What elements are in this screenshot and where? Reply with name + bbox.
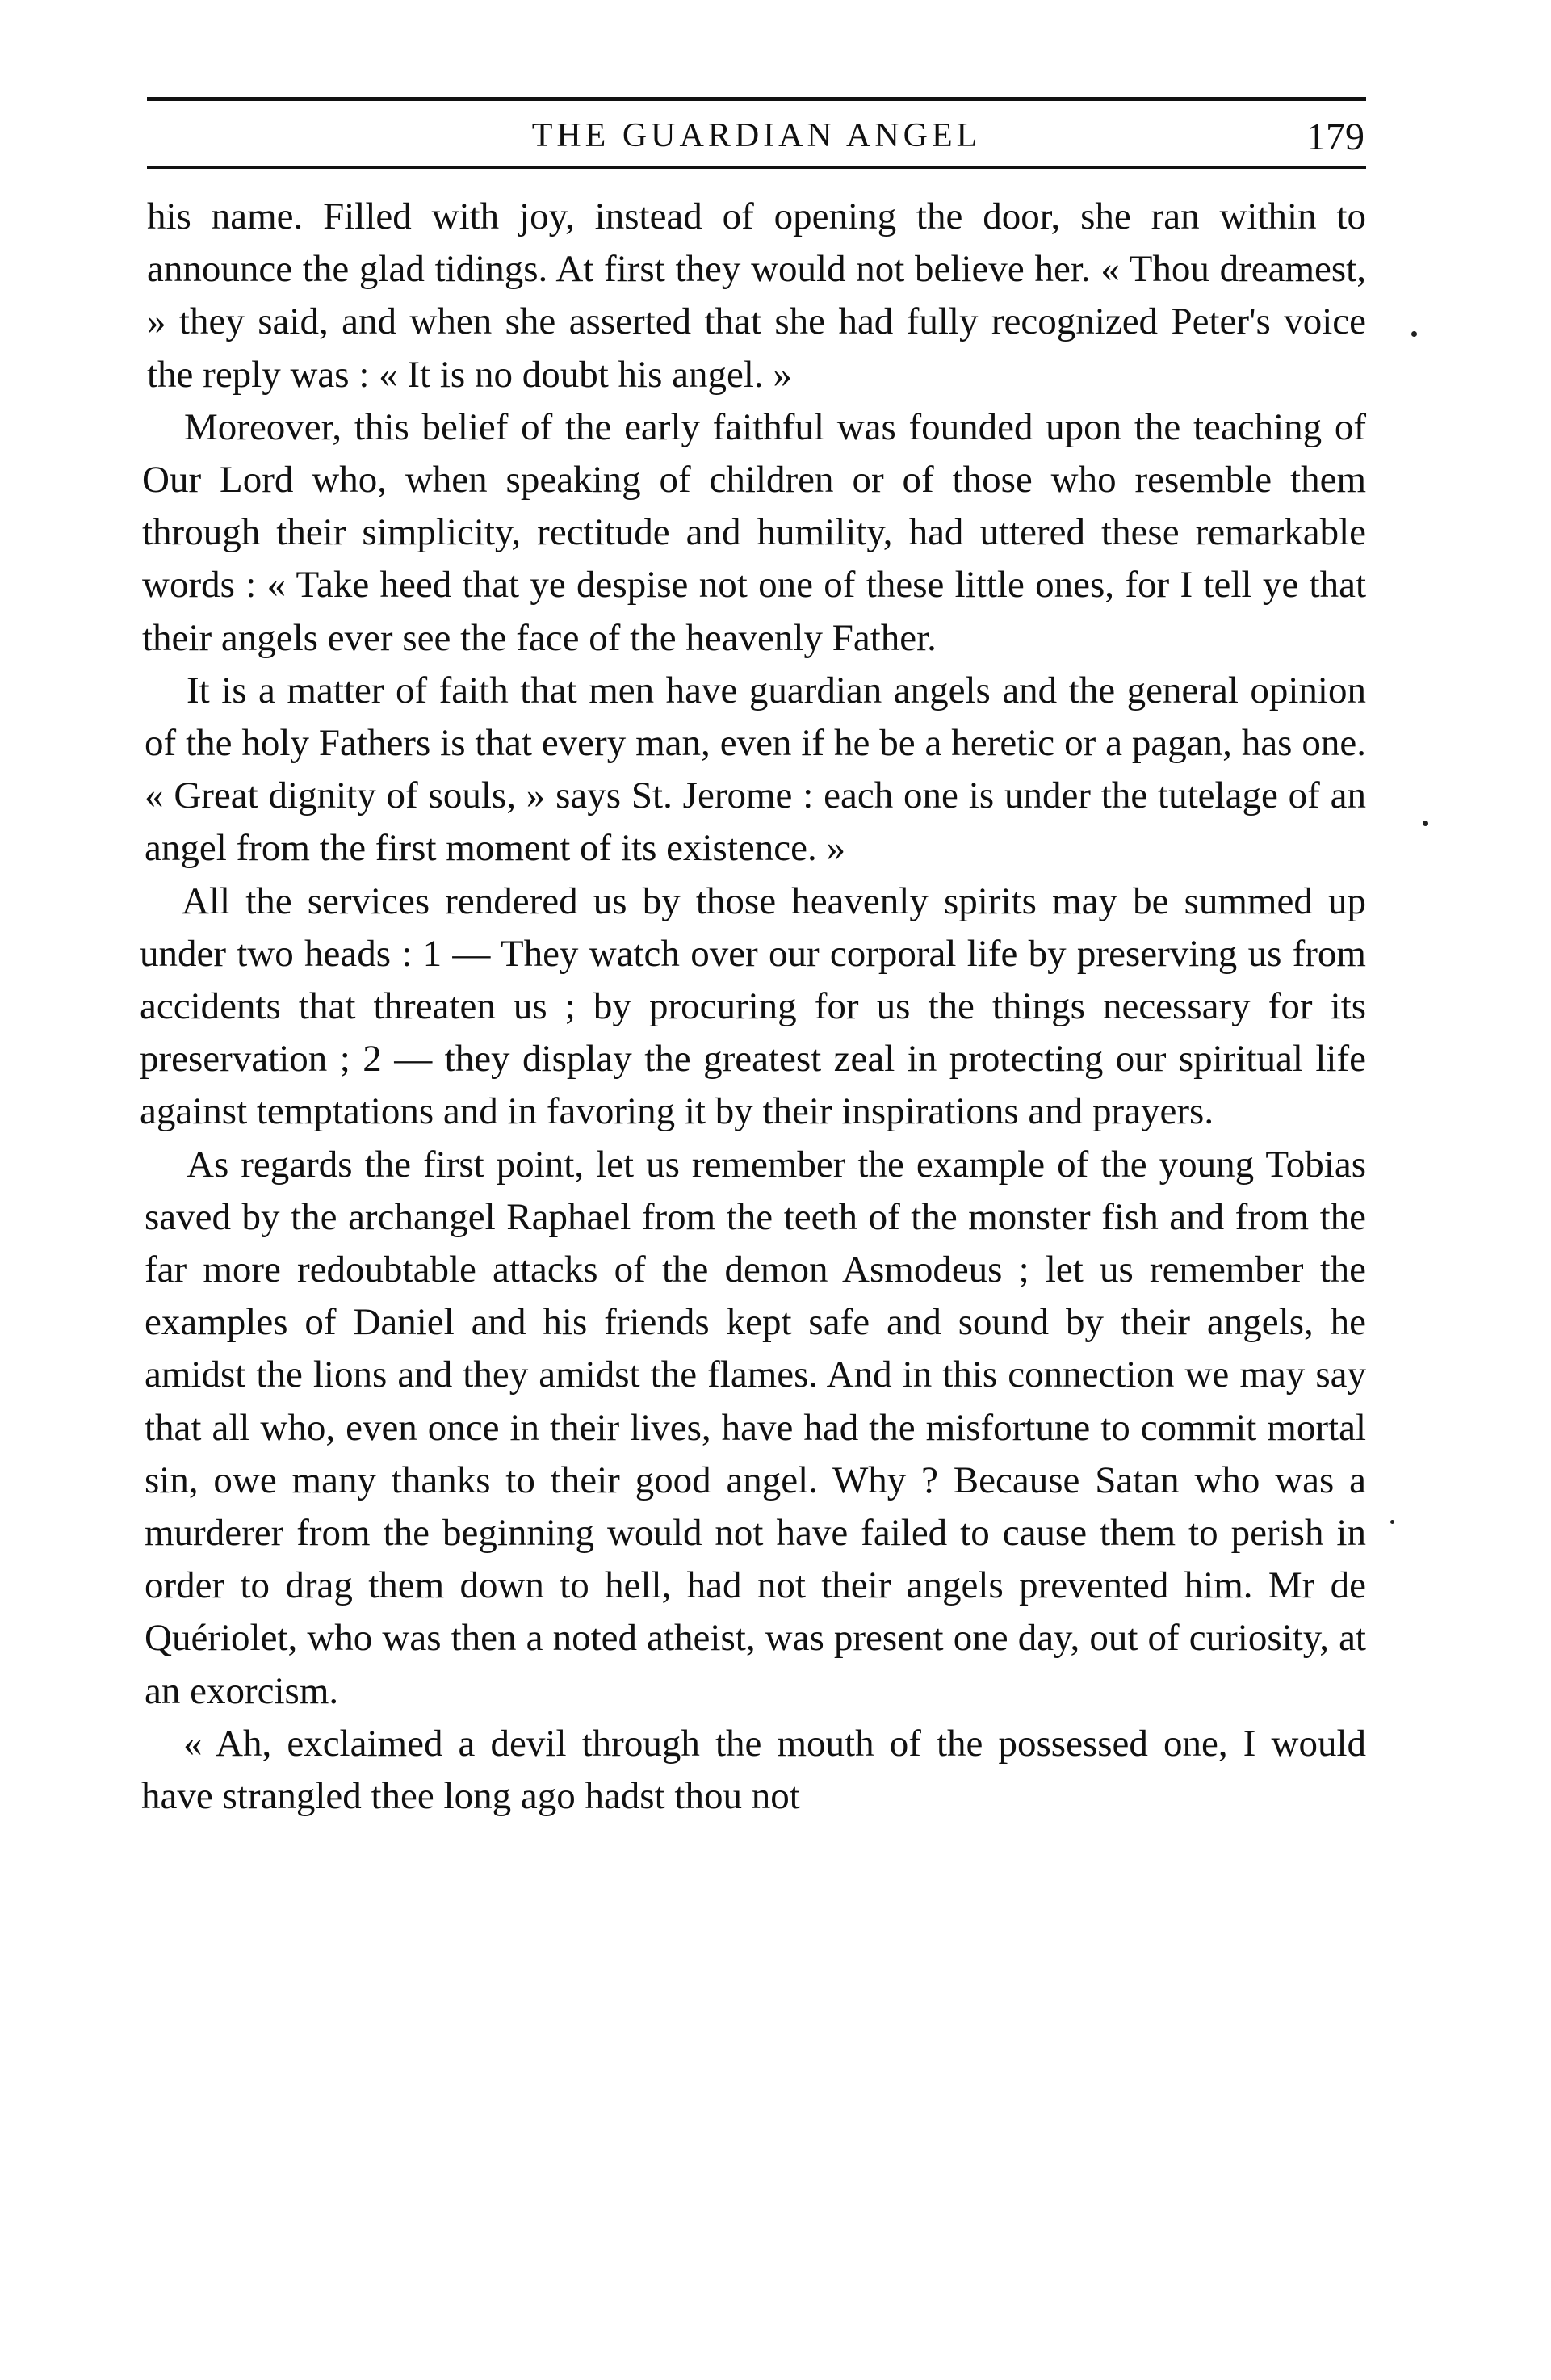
body-text — [140, 191, 1366, 1823]
paragraph: his name. Filled with joy, instead of opening the door, she ran within to announce the glad tidings. At first they would not believe her. « Thou dreamest, » they said, and when she asserted that she had fully recognized Peter's voice the reply was : « It is no doubt his angel. » — [147, 195, 1366, 396]
header-rule — [147, 166, 1366, 169]
paragraph: As regards the first point, let us remember the example of the young Tobias saved by the archangel Raphael from the teeth of the monster fish and from the far more redoubtable attacks of the demon Asmodeus ; let us remember the examples of Daniel and his friends kept safe and sound by their angels, he amidst the lions and they amidst the flames. And in this connection we may say that all who, even once in their lives, have had the misfortune to commit mortal sin, owe many thanks to their good angel. Why ? Because Satan who was a murderer from the beginning would not have failed to cause them to perish in order to drag them down to hell, had not their angels prevented him. Mr de Quériolet, who was then a noted atheist, was present one day, out of curiosity, at an exorcism. — [145, 1143, 1366, 1712]
scan-speck — [1411, 331, 1417, 337]
paragraph: All the services rendered us by those heavenly spirits may be summed up under two heads : 1 — They watch over our corporal life by preserving us from accidents that threaten us ; by procuring for us the things necessary for its preservation ; 2 — they display the greatest zeal in protecting our spiritual life against temptations and in favoring it by their inspirations and prayers. — [140, 879, 1366, 1133]
scan-speck — [1423, 821, 1428, 826]
running-title: THE GUARDIAN ANGEL — [531, 117, 982, 154]
running-head — [147, 97, 1366, 170]
scan-speck — [1390, 1520, 1394, 1524]
page-number: 179 — [1306, 115, 1364, 158]
paragraph: It is a matter of faith that men have guardian angels and the general opinion of the holy Fathers is that every man, even if he be a heretic or a pagan, has one. « Great dignity of souls, » says St. Jerome : each one is under the tutelage of an angel from the first moment of its existence. » — [145, 669, 1366, 870]
paragraph: « Ah, exclaimed a devil through the mouth of the possessed one, I would have strangled thee long ago hadst thou not — [141, 1722, 1366, 1818]
top-rule — [147, 97, 1366, 101]
paragraph: Moreover, this belief of the early faithful was founded upon the teaching of Our Lord who, when speaking of children or of those who resemble them through their simplicity, rectitude and humility, had uttered these remarkable words : « Take heed that ye despise not one of these little ones, for I tell ye that their angels ever see the face of the heavenly Father. — [142, 405, 1366, 659]
